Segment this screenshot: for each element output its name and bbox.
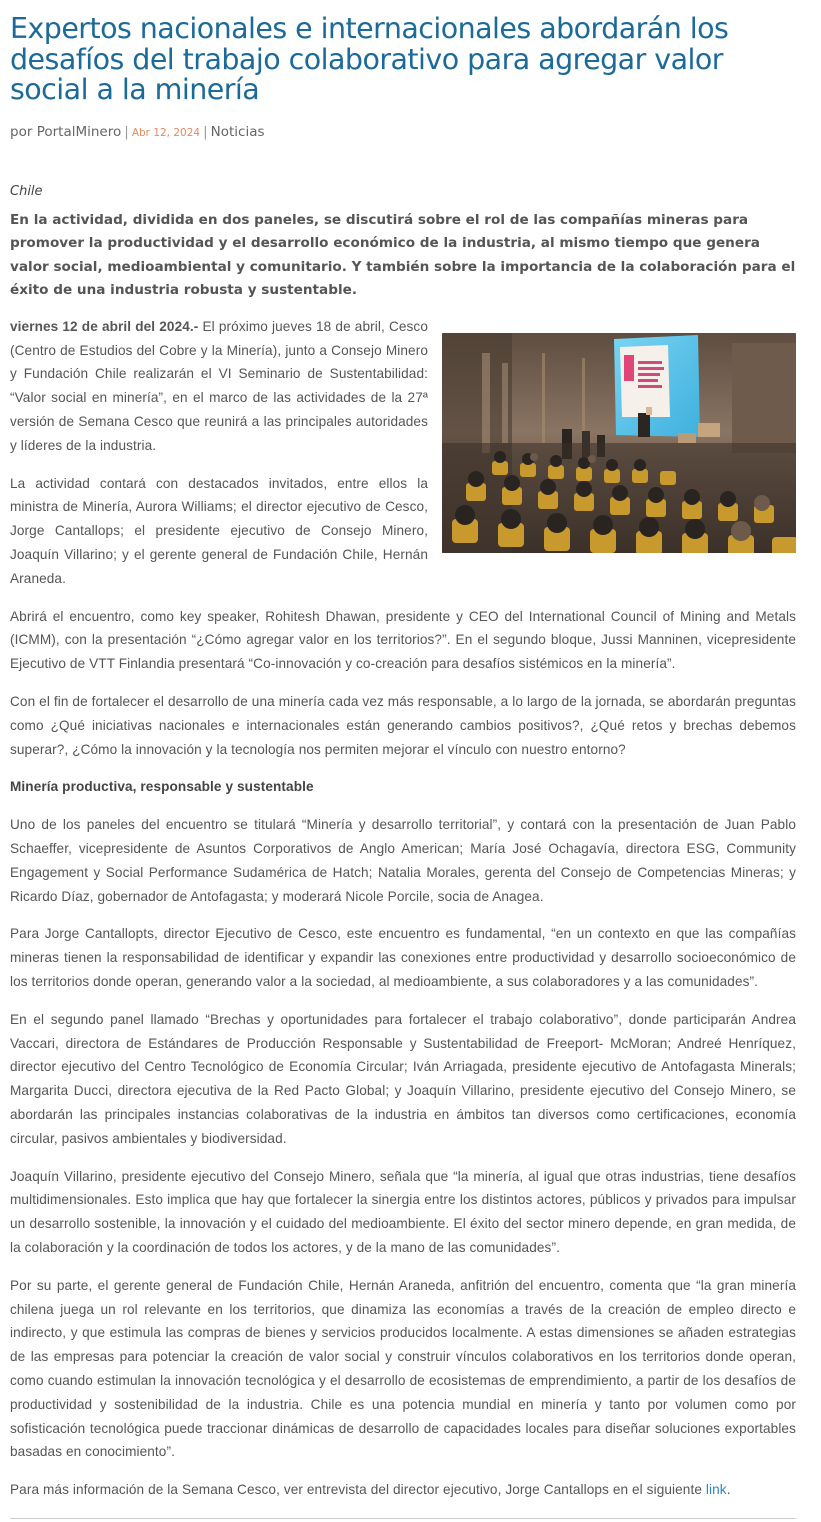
paragraph-3: Abrirá el encuentro, como key speaker, Rohitesh Dhawan, presidente y CEO del International Council of Mining and Metals (ICMM), con la presentación “¿Cómo agregar valor en los territorios?”. En el segundo bloque, Jussi Manninen, vicepresidente Ejecutivo de VTT Finlandia presentará “Co-innovación y co-creación para desafíos sistémicos en la minería”. <box>10 608 796 672</box>
paragraph-10 <box>10 1478 796 1502</box>
dateline: viernes 12 de abril del 2024.- <box>10 318 199 334</box>
paragraph-4: Con el fin de fortalecer el desarrollo de una minería cada vez más responsable, a lo largo de la jornada, se abordarán preguntas como ¿Qué iniciativas nacionales e internacionales están generando cambios positivos?, ¿Qué retos y brechas debemos superar?, ¿Cómo la innovación y la tecnología nos permiten mejorar el vínculo con nuestro entorno? <box>10 694 796 757</box>
paragraph-2: La actividad contará con destacados invitados, entre ellos la ministra de Minería, Aurora Williams; el director ejecutivo de Cesco, Jorge Cantallops; el presidente ejecutivo de Consejo Minero, Joaquín Villarino; y el gerente general de Fundación Chile, Hernán Araneda. <box>10 475 428 586</box>
article <box>10 0 796 1502</box>
article-date: Abr 12, 2024 <box>131 126 201 139</box>
paragraph-10-text: Para más información de la Semana Cesco, ver entrevista del director ejecutivo, Jorge Cantallops en el siguiente <box>10 1482 706 1498</box>
paragraph-7: En el segundo panel llamado “Brechas y oportunidades para fortalecer el trabajo colaborativo”, donde participarán Andrea Vaccari, directora de Estándares de Producción Responsable y Sustentabilidad de Freeport- McMoran; Andreé Henríquez, director ejecutivo del Centro Tecnológico de Economía Circular; Iván Arriagada, presidente ejecutivo de Antofagasta Minerals; Margarita Ducci, directora ejecutiva de la Red Pacto Global; y Joaquín Villarino, presidente ejecutivo del Consejo Minero, se abordarán las principales instancias colaborativas de la industria en ámbitos tan diversos como certificaciones, economía circular, pasivos ambientales y biodiversidad. <box>10 1011 796 1146</box>
article-meta <box>10 122 796 142</box>
meta-separator: | <box>203 123 208 140</box>
section-heading <box>10 775 796 799</box>
paragraph-6: Para Jorge Cantallopts, director Ejecutivo de Cesco, este encuentro es fundamental, “en un contexto en que las compañías mineras tienen la responsabilidad de identificar y expandir las conexiones entre productividad y desarrollo socioeconómico de los territorios donde operan, generando valor a la sociedad, al medioambiente, a sus colaboradores y a las comunidades”. <box>10 926 796 989</box>
paragraph-1-text: El próximo jueves 18 de abril, Cesco (Centro de Estudios del Cobre y la Minería), junto a Consejo Minero y Fundación Chile realizarán el VI Seminario de Sustentabilidad: “Valor social en minería”, en el marco de las actividades de la 27ª versión de Semana Cesco que reunirá a las principales autoridades y líderes de la industria. <box>10 318 428 453</box>
paragraph-5: Uno de los paneles del encuentro se titulará “Minería y desarrollo territorial”, y contará con la presentación de Juan Pablo Schaeffer, vicepresidente de Asuntos Corporativos de Anglo American; María José Ochagavía, directora ESG, Community Engagement y Social Performance Sudamérica de Hatch; Natalia Morales, gerenta del Consejo de Competencias Mineras; y Ricardo Díaz, gobernador de Antofagasta; y moderará Nicole Porcile, socia de Anagea. <box>10 817 796 904</box>
category-link[interactable]: Noticias <box>210 123 265 140</box>
seminar-photo-icon <box>442 333 796 553</box>
by-prefix: por <box>10 123 33 140</box>
article-lead: En la actividad, dividida en dos paneles, se discutirá sobre el rol de las compañías mineras para promover la productividad y el desarrollo económico de la industria, al mismo tiempo que genera valor social, medioambiental y comunitario. Y también sobre la importancia de la colaboración para el éxito de una industria robusta y sustentable. <box>10 211 796 299</box>
author-link[interactable]: PortalMinero <box>36 123 122 140</box>
paragraph-10-end: . <box>726 1482 731 1498</box>
seminar-photo <box>442 333 796 553</box>
paragraph-8: Joaquín Villarino, presidente ejecutivo del Consejo Minero, señala que “la minería, al igual que otras industrias, tiene desafíos multidimensionales. Esto implica que hay que fortalecer la sinergia entre los distintos actores, públicos y privados para impulsar un desarrollo sostenible, la innovación y el cuidado del medioambiente. El éxito del sector minero depende, en gran medida, de la colaboración y la coordinación de todos los actores, y de la mano de las comunidades”. <box>10 1168 796 1255</box>
article-country: Chile <box>10 183 43 199</box>
more-info-link[interactable]: link <box>705 1482 727 1498</box>
meta-separator: | <box>124 123 129 140</box>
section-heading-text: Minería productiva, responsable y sustentable <box>10 779 314 795</box>
paragraph-9: Por su parte, el gerente general de Fundación Chile, Hernán Araneda, anfitrión del encuentro, comenta que “la gran minería chilena juega un rol relevante en los territorios, que dinamiza las economías a través de la creación de empleo directo e indirecto, y que estimula las compras de bienes y servicios producidos localmente. A estas dimensiones se añaden estrategias de las empresas para potenciar la creación de valor social y construir vínculos colaborativos en los territorios donde operan, como cuando estimulan la innovación tecnológica y el desarrollo de ecosistemas de emprendimiento, a partir de los desafíos de productividad y sostenibilidad de la industria. Chile es una potencia mundial en minería y tanto por volumen como por sofisticación tecnológica puede traccionar dinámicas de desarrollo de capacidades locales para diseñar soluciones exportables basadas en conocimiento”. <box>10 1277 796 1460</box>
footer-divider <box>10 1518 796 1519</box>
article-title: Expertos nacionales e internacionales abordarán los desafíos del trabajo colaborativo para agregar valor social a la minería <box>10 12 729 106</box>
